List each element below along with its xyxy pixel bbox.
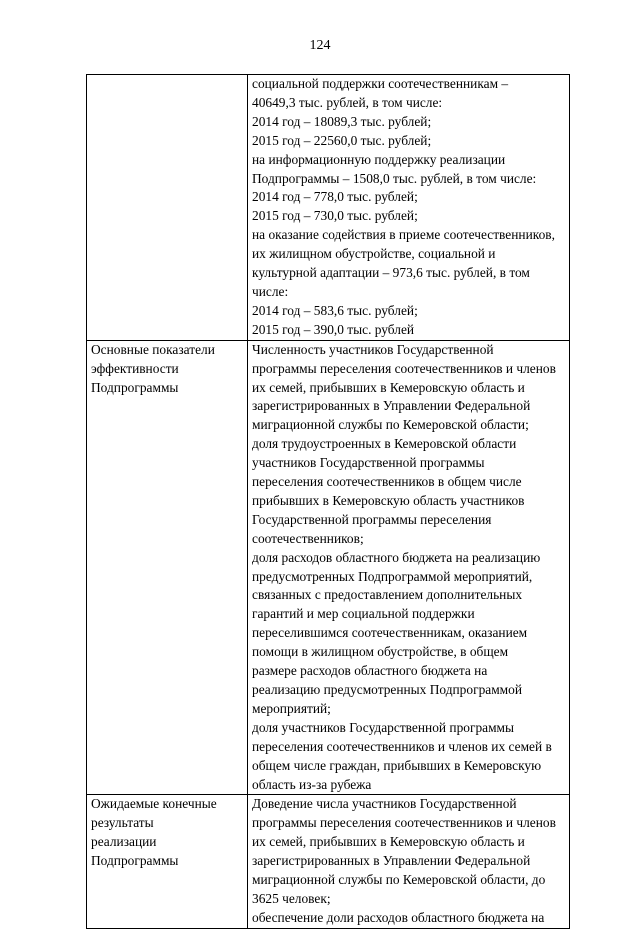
row-content-line: программы переселения соотечественников и членов [252,360,556,376]
row-content-line: 2015 год – 22560,0 тыс. рублей; [252,132,432,148]
row-content-line: связанных с предоставлением дополнительных [252,587,523,603]
row-content-line: прибывших в Кемеровскую область участников [252,492,525,508]
row-content-line: Численность участников Государственной [252,341,494,357]
row-content-cell [248,795,570,928]
row-content-line: их семей, прибывших в Кемеровскую область и [252,379,525,395]
row-content-line: размере расходов областного бюджета на [252,663,488,679]
row-content-line: зарегистрированных в Управлении Федеральной [252,398,531,414]
row-content-line: миграционной службы по Кемеровской области; [252,417,529,433]
row-content-line: мероприятий; [252,700,331,716]
table-row [87,795,570,928]
subprogram-passport-table [86,74,570,929]
row-content-line: Подпрограммы – 1508,0 тыс. рублей, в том числе: [252,170,537,186]
row-content-line: доля трудоустроенных в Кемеровской области [252,436,517,452]
row-content-line: Доведение числа участников Государственной [252,796,517,812]
row-content-line: обеспечение доли расходов областного бюджета на [252,909,545,925]
table-body [87,75,570,929]
row-label-cell [87,340,248,795]
row-content-line: числе: [252,283,289,299]
row-content-line: область из-за рубежа [252,776,372,792]
row-content-line: культурной адаптации – 973,6 тыс. рублей, в том [252,265,530,281]
row-label-line: Подпрограммы [91,379,179,395]
page-number: 124 [309,38,331,53]
row-content-cell [248,340,570,795]
row-label-line: Подпрограммы [91,853,179,869]
row-content-line: программы переселения соотечественников и членов [252,815,556,831]
row-content-line: их семей, прибывших в Кемеровскую область и [252,834,525,850]
row-content-line: 40649,3 тыс. рублей, в том числе: [252,94,443,110]
row-content-line: 2014 год – 778,0 тыс. рублей; [252,189,418,205]
row-content-line: социальной поддержки соотечественникам – [252,76,509,91]
row-content-line: реализацию предусмотренных Подпрограммой [252,682,523,697]
row-content-line: предусмотренных Подпрограммой мероприятий, [252,568,533,584]
row-content-line: доля расходов областного бюджета на реализацию [252,549,541,565]
row-content-line: Государственной программы переселения [252,511,492,527]
row-label-cell [87,75,248,341]
row-content-cell [248,75,570,341]
row-content-line: 2014 год – 583,6 тыс. рублей; [252,302,418,318]
row-label-line: Основные показатели [91,341,215,357]
row-label-line: Ожидаемые конечные [91,796,217,812]
table-row [87,75,570,341]
row-content-line: переселившимся соотечественникам, оказанием [252,625,528,641]
row-label-line: эффективности [91,360,179,376]
row-label-cell [87,795,248,928]
table-row [87,340,570,795]
row-label-line: реализации [91,834,157,850]
row-content-line: переселения соотечественников в общем числе [252,474,522,490]
row-content-line: помощи в жилищном обустройстве, в общем [252,644,509,660]
row-content-line: их жилищном обустройстве, социальной и [252,246,496,262]
row-content-line: общем числе граждан, прибывших в Кемеровскую [252,757,542,773]
row-content-line: на информационную поддержку реализации [252,151,506,167]
row-content-line: переселения соотечественников и членов их семей в [252,738,552,754]
row-content-line: участников Государственной программы [252,455,485,471]
row-content-line: 2014 год – 18089,3 тыс. рублей; [252,113,432,129]
row-content-line: зарегистрированных в Управлении Федеральной [252,853,531,869]
row-content-line: 3625 человек; [252,890,331,906]
row-content-line: 2015 год – 390,0 тыс. рублей [252,321,415,337]
row-content-line: на оказание содействия в приеме соотечественников, [252,227,555,243]
row-content-line: миграционной службы по Кемеровской области, до [252,872,546,888]
row-label-line: результаты [91,815,154,831]
row-content-line: 2015 год – 730,0 тыс. рублей; [252,208,418,224]
row-content-line: доля участников Государственной программы [252,719,515,735]
row-content-line: гарантий и мер социальной поддержки [252,606,475,622]
row-content-line: соотечественников; [252,530,364,546]
